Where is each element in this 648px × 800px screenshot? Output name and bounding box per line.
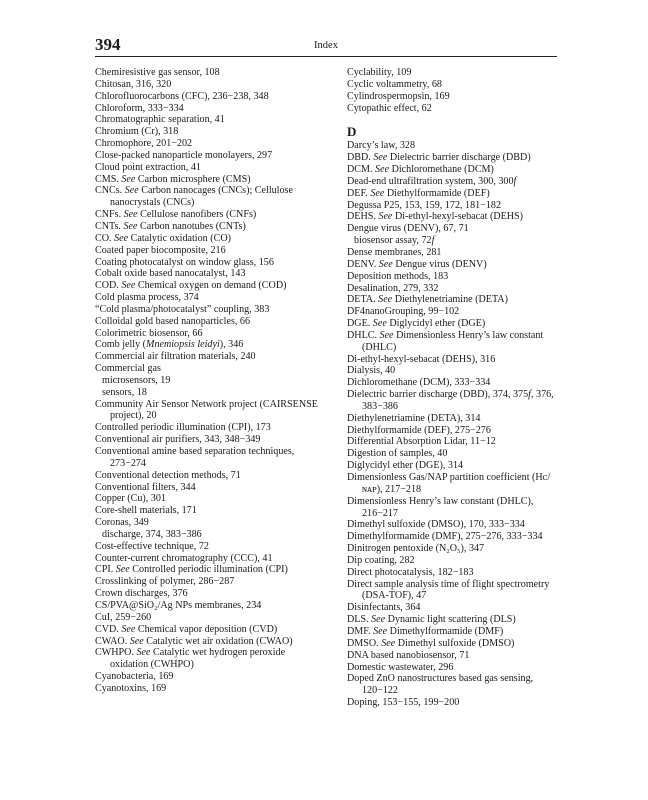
index-entry: [347, 436, 559, 448]
see-reference: See: [379, 329, 394, 341]
entry-text: DF4nanoGrouping, 99−102: [347, 306, 460, 318]
entry-text: Copper (Cu), 301: [95, 493, 166, 505]
entry-text: CWHPO.: [95, 647, 137, 659]
entry-text: Comb jelly (: [95, 339, 147, 351]
index-entry: [95, 505, 325, 517]
running-title: Index: [314, 40, 338, 51]
index-entry: [95, 612, 325, 624]
entry-text: Commercial gas: [95, 363, 161, 375]
see-reference: See: [381, 637, 396, 649]
entry-text: Dialysis, 40: [347, 365, 396, 377]
index-entry: [95, 233, 325, 245]
entry-text: CS/PVA@SiO₂/Ag NPs membranes, 234: [95, 599, 262, 611]
index-entry: [95, 150, 325, 162]
entry-text: Commercial air filtration materials, 240: [95, 351, 256, 363]
entry-text: Cyclic voltammetry, 68: [347, 78, 442, 90]
index-entry: [347, 259, 559, 271]
entry-text: Catalytic wet air oxidation (CWAO): [143, 635, 293, 647]
index-entry: [347, 294, 559, 306]
see-reference: See: [373, 625, 388, 637]
index-entry: [347, 460, 559, 472]
entry-text: Colorimetric biosensor, 66: [95, 327, 203, 339]
entry-text: Counter-current chromatography (CCC), 41: [95, 552, 273, 564]
index-entry: [95, 576, 325, 588]
entry-text: CWAO.: [95, 635, 130, 647]
entry-text: Controlled periodic illumination (CPI), 173: [95, 422, 271, 434]
entry-text: Dimethyl sulfoxide (DMSO): [395, 637, 515, 649]
entry-text: COD.: [95, 280, 122, 292]
entry-text: Dielectric barrier discharge (DBD), 374, 375: [347, 389, 529, 401]
index-entries-c-continued: [347, 67, 559, 114]
index-entry: [95, 268, 325, 280]
entry-text: CPI.: [95, 564, 116, 576]
index-entry: [95, 482, 325, 494]
index-entry: [347, 650, 559, 662]
entry-text: Degussa P25, 153, 159, 172, 181−182: [347, 199, 502, 211]
index-entries-d: [347, 140, 559, 709]
entry-text: Dense membranes, 281: [347, 246, 442, 258]
index-entry: [347, 200, 559, 212]
entry-text: DGE.: [347, 318, 373, 330]
entry-text: Conventional air purifiers, 343, 348−349: [95, 434, 261, 446]
entry-text: Chloroform, 333−334: [95, 102, 184, 114]
see-reference: See: [121, 173, 136, 185]
index-entry: [347, 543, 559, 555]
entry-text: DENV.: [347, 258, 379, 270]
index-subentry: [95, 529, 325, 541]
entry-text: CNTs.: [95, 220, 124, 232]
entry-text: Diethylenetriamine (DETA), 314: [347, 412, 481, 424]
entry-text: Dielectric barrier discharge (DBD): [387, 152, 531, 164]
entry-text: Dengue virus (DENV): [392, 258, 487, 270]
page-number: 394: [95, 35, 121, 54]
index-entry: [347, 555, 559, 567]
entry-text: Coronas, 349: [95, 517, 149, 529]
entry-text: Chromophore, 201−202: [95, 138, 193, 150]
index-entry: [347, 579, 559, 603]
entry-text: Direct sample analysis time of flight spectrometry (DSA-TOF), 47: [347, 578, 550, 602]
index-entry: [347, 318, 559, 330]
entry-text: “Cold plasma/photocatalyst” coupling, 383: [95, 303, 270, 315]
index-entry: [95, 683, 325, 695]
index-entry: [95, 399, 325, 423]
index-entry: [95, 600, 325, 612]
index-entry: [95, 636, 325, 648]
index-entry: [95, 339, 325, 351]
entry-text: Diethylformamide (DEF): [384, 187, 490, 199]
italic-text: f: [528, 389, 531, 401]
index-entry: [347, 614, 559, 626]
entry-text: ), 346: [219, 339, 244, 351]
index-entry: [95, 541, 325, 553]
index-entry: [347, 673, 559, 697]
entry-text: Dip coating, 282: [347, 554, 415, 566]
index-entry: [95, 174, 325, 186]
index-entry: [95, 67, 325, 79]
entry-text: Cost-effective technique, 72: [95, 540, 209, 552]
index-entry: [95, 422, 325, 434]
entry-text: Digestion of samples, 40: [347, 448, 448, 460]
entry-text: DEHS.: [347, 211, 379, 223]
entry-text: DCM.: [347, 164, 376, 176]
see-reference: See: [115, 564, 130, 576]
entry-text: CMS.: [95, 173, 122, 185]
index-column-left: [95, 67, 325, 695]
index-entry: [347, 425, 559, 437]
see-reference: See: [114, 232, 129, 244]
index-entry: [347, 330, 559, 354]
entry-text: Conventional amine based separation techniques, 273−274: [95, 446, 295, 469]
see-reference: See: [375, 164, 390, 176]
entry-text: CNFs.: [95, 209, 124, 221]
index-entry: [347, 79, 559, 91]
entry-text: Cyclability, 109: [347, 67, 412, 78]
entry-text: Chemiresistive gas sensor, 108: [95, 67, 220, 78]
entry-text: Diethylformamide (DEF), 275−276: [347, 424, 491, 436]
index-entry: [347, 103, 559, 115]
entry-text: Core-shell materials, 171: [95, 505, 197, 517]
entry-text: Controlled periodic illumination (CPI): [129, 564, 288, 576]
see-reference: See: [136, 647, 151, 659]
entry-text: CVD.: [95, 623, 122, 635]
index-entry: [347, 176, 559, 188]
entry-text: Conventional detection methods, 71: [95, 469, 241, 481]
entry-text: Diglycidyl ether (DGE): [386, 318, 486, 330]
italic-text: f: [513, 175, 517, 187]
entry-text: Dead-end ultrafiltration system, 300, 300: [347, 175, 514, 187]
see-reference: See: [124, 185, 139, 197]
index-entry: [95, 292, 325, 304]
index-column-right: [347, 67, 559, 709]
entry-text: Dynamic light scattering (DLS): [385, 614, 516, 626]
index-entry: [347, 626, 559, 638]
see-reference: See: [378, 258, 393, 270]
index-entry: [95, 363, 325, 375]
index-entry: [95, 517, 325, 529]
index-entry: [95, 162, 325, 174]
index-entry: [347, 496, 559, 520]
index-entry: [95, 257, 325, 269]
entry-text: Carbon microsphere (CMS): [135, 173, 251, 185]
index-entry: [347, 164, 559, 176]
index-entry: [95, 91, 325, 103]
italic-text: f: [431, 235, 435, 247]
entry-text: Disinfectants, 364: [347, 602, 421, 614]
entry-text: Darcy’s law, 328: [347, 140, 416, 152]
entry-text: DLS.: [347, 614, 372, 626]
index-entry: [95, 624, 325, 636]
entry-text: Dimethyl sulfoxide (DMSO), 170, 333−334: [347, 519, 525, 531]
index-entry: [347, 271, 559, 283]
entry-text: Deposition methods, 183: [347, 270, 449, 282]
index-entry: [347, 306, 559, 318]
see-reference: See: [372, 318, 387, 330]
entry-text: Chromium (Cr), 318: [95, 126, 179, 138]
see-reference: See: [378, 211, 393, 223]
entry-text: Dimensionless Henry’s law constant (DHLC): [362, 329, 544, 353]
index-entry: [95, 647, 325, 671]
entry-text: Chlorofluorocarbons (CFC), 236−238, 348: [95, 90, 269, 102]
entry-text: Cyanobacteria, 169: [95, 671, 174, 683]
entry-text: Cylindrospermopsin, 169: [347, 90, 450, 102]
index-entry: [347, 638, 559, 650]
see-reference: See: [129, 635, 144, 647]
index-entry: [347, 140, 559, 152]
index-entry: [347, 283, 559, 295]
entry-text: Conventional filters, 344: [95, 481, 196, 493]
entry-text: Direct photocatalysis, 182−183: [347, 566, 474, 578]
see-reference: See: [123, 220, 138, 232]
index-entry: [347, 377, 559, 389]
entry-text: Coating photocatalyst on window glass, 156: [95, 256, 274, 268]
index-entry: [95, 79, 325, 91]
entry-text: Di-ethyl-hexyl-sebacat (DEHS): [392, 211, 524, 223]
section-letter: D: [347, 124, 357, 140]
entry-text: Dichloromethane (DCM): [389, 164, 494, 176]
entry-text: CO.: [95, 232, 115, 244]
italic-text: Mnemiopsis leidyi: [146, 339, 220, 351]
entry-text: Cloud point extraction, 41: [95, 161, 201, 173]
entry-text: Dimensionless Gas/NAP partition coefficient (Hᴄ/ɴᴀᴘ), 217−218: [347, 472, 551, 495]
entry-text: Dinitrogen pentoxide (N₂O₅), 347: [347, 543, 485, 555]
entry-text: CNCs.: [95, 185, 125, 197]
index-entry: [347, 567, 559, 579]
see-reference: See: [373, 152, 388, 164]
entry-text: Crosslinking of polymer, 286−287: [95, 576, 235, 588]
index-entry: [347, 354, 559, 366]
index-entry: [95, 671, 325, 683]
entry-text: microsensors, 19: [102, 374, 171, 386]
index-entry: [347, 91, 559, 103]
entry-text: Domestic wastewater, 296: [347, 661, 454, 673]
entry-text: Catalytic oxidation (CO): [128, 232, 231, 244]
entry-text: Cytopathic effect, 62: [347, 102, 432, 114]
index-entry: [95, 126, 325, 138]
entry-text: Dengue virus (DENV), 67, 71: [347, 223, 469, 235]
entry-text: Coated paper biocomposite, 216: [95, 244, 226, 256]
index-entry: [95, 185, 325, 209]
index-entry: [95, 245, 325, 257]
entry-text: Catalytic wet hydrogen peroxide oxidation (CWHPO): [110, 647, 286, 671]
index-entry: [95, 470, 325, 482]
index-subentry: [347, 235, 559, 247]
entry-text: Differential Absorption Lidar, 11−12: [347, 436, 496, 448]
index-entry: [347, 67, 559, 79]
entry-text: DEF.: [347, 187, 371, 199]
see-reference: See: [121, 623, 136, 635]
page-header: [95, 36, 557, 54]
entry-text: Carbon nanotubes (CNTs): [137, 220, 246, 232]
entry-text: biosensor assay, 72: [354, 235, 432, 247]
index-entry: [95, 434, 325, 446]
entry-text: CuI, 259−260: [95, 611, 152, 623]
entry-text: Desalination, 279, 332: [347, 282, 439, 294]
index-entry: [347, 223, 559, 235]
entry-text: DHLC.: [347, 329, 380, 341]
entry-text: DBD.: [347, 152, 374, 164]
see-reference: See: [121, 280, 136, 292]
see-reference: See: [370, 187, 385, 199]
index-entry: [95, 103, 325, 115]
index-entry: [347, 697, 559, 709]
entry-text: Carbon nanocages (CNCs); Cellulose nanocrystals (CNCs): [110, 185, 293, 209]
entry-text: DMSO.: [347, 637, 382, 649]
entry-text: Diglycidyl ether (DGE), 314: [347, 460, 464, 472]
entry-text: Cyanotoxins, 169: [95, 682, 167, 694]
index-entry: [347, 413, 559, 425]
entry-text: Cobalt oxide based nanocatalyst, 143: [95, 268, 246, 280]
index-entry: [95, 304, 325, 316]
entry-text: , 376, 383−386: [362, 389, 554, 412]
index-entry: [95, 493, 325, 505]
index-entry: [347, 365, 559, 377]
index-entry: [347, 389, 559, 413]
index-entry: [95, 138, 325, 150]
index-subentry: [95, 375, 325, 387]
entry-text: DMF.: [347, 625, 374, 637]
index-entry: [95, 280, 325, 292]
entry-text: DETA.: [347, 294, 379, 306]
index-entry: [347, 152, 559, 164]
entry-text: Dichloromethane (DCM), 333−334: [347, 377, 491, 389]
index-entry: [347, 602, 559, 614]
index-entry: [95, 209, 325, 221]
entry-text: Cold plasma process, 374: [95, 292, 199, 304]
entry-text: Close-packed nanoparticle monolayers, 297: [95, 149, 273, 161]
index-entry: [347, 662, 559, 674]
entry-text: Dimethylformamide (DMF): [387, 625, 504, 637]
entry-text: Cellulose nanofibers (CNFs): [137, 209, 257, 221]
index-entry: [95, 316, 325, 328]
entry-text: Diethylenetriamine (DETA): [392, 294, 508, 306]
entry-text: Doping, 153−155, 199−200: [347, 697, 460, 709]
entry-text: Di-ethyl-hexyl-sebacat (DEHS), 316: [347, 353, 496, 365]
entry-text: Chitosan, 316, 320: [95, 78, 172, 90]
entry-text: Doped ZnO nanostructures based gas sensing, 120−122: [347, 673, 534, 697]
index-entry: [347, 188, 559, 200]
index-entry: [347, 448, 559, 460]
entry-text: Crown discharges, 376: [95, 588, 188, 600]
entry-text: Chemical oxygen on demand (COD): [135, 280, 287, 292]
index-entry: [95, 221, 325, 233]
see-reference: See: [378, 294, 393, 306]
entry-text: Chromatographic separation, 41: [95, 114, 225, 126]
index-entry: [347, 247, 559, 259]
header-rule: [95, 56, 557, 57]
entry-text: discharge, 374, 383−386: [102, 528, 202, 540]
index-entry: [95, 351, 325, 363]
index-subentry: [95, 387, 325, 399]
index-entry: [95, 553, 325, 565]
index-entry: [95, 446, 325, 470]
entry-text: Dimensionless Henry’s law constant (DHLC), 216−217: [347, 495, 534, 519]
index-entry: [347, 531, 559, 543]
entry-text: sensors, 18: [102, 386, 147, 398]
index-entry: [95, 328, 325, 340]
index-entry: [347, 211, 559, 223]
index-entry: [95, 564, 325, 576]
index-entry: [95, 588, 325, 600]
index-entry: [347, 472, 559, 496]
entry-text: Dimethylformamide (DMF), 275−276, 333−334: [347, 531, 543, 543]
entry-text: Chemical vapor deposition (CVD): [135, 623, 278, 635]
entry-text: Colloidal gold based nanoparticles, 66: [95, 315, 251, 327]
entry-text: Community Air Sensor Network project (CAIRSENSE project), 20: [95, 398, 318, 422]
index-entry: [95, 114, 325, 126]
entry-text: DNA based nanobiosensor, 71: [347, 649, 470, 661]
index-entry: [347, 519, 559, 531]
see-reference: See: [123, 209, 138, 221]
see-reference: See: [371, 614, 386, 626]
